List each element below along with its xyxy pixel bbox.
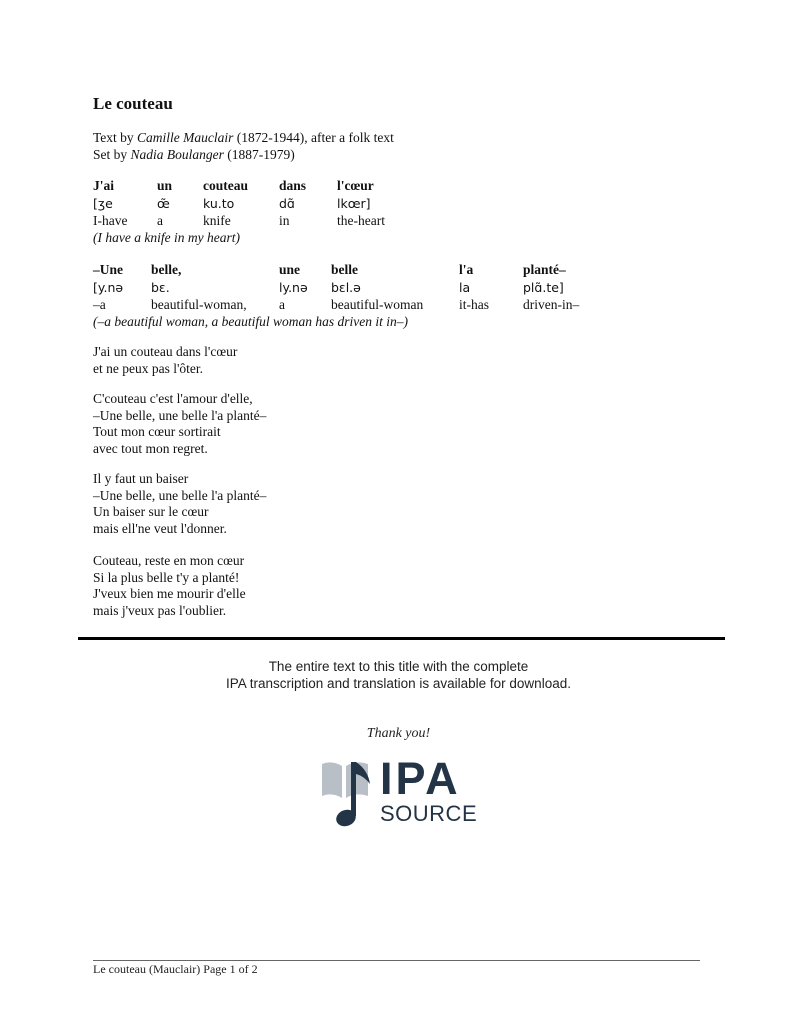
- word: couteau: [203, 178, 248, 193]
- line-2-gloss: [93, 296, 653, 313]
- word: un: [157, 178, 173, 193]
- text-credit-suffix: (1872-1944), after a folk text: [233, 130, 394, 145]
- text-credit: [93, 129, 394, 146]
- stanza-4: [93, 553, 246, 619]
- download-notice: [0, 658, 791, 692]
- word: planté–: [523, 262, 566, 277]
- thank-you-text: Thank you!: [366, 726, 431, 741]
- word: l'a: [459, 262, 474, 277]
- page-footer: Le couteau (Mauclair) Page 1 of 2: [93, 962, 258, 976]
- word: –Une: [93, 262, 123, 277]
- stanza-1: [93, 344, 237, 377]
- text-credit-prefix: Text by: [93, 130, 138, 145]
- verse-line: Tout mon cœur sortirait: [93, 424, 221, 439]
- ipa-word: ly.nə: [279, 280, 308, 295]
- verse-line: et ne peux pas l'ôter.: [93, 360, 204, 376]
- line-2-translation: (–a beautiful woman, a beautiful woman has driven it in–): [93, 314, 408, 329]
- gloss-word: in: [279, 213, 290, 228]
- line-2-words: [93, 261, 653, 278]
- line-1-gloss: [93, 212, 653, 229]
- set-credit: [93, 146, 295, 163]
- section-divider: [78, 637, 725, 640]
- download-notice-line-2: IPA transcription and translation is available for download.: [226, 676, 571, 691]
- line-1-translation: (I have a knife in my heart): [93, 230, 240, 245]
- ipa-word: [y.nə: [93, 280, 124, 295]
- ipa-word: œ̃: [157, 196, 170, 211]
- word: l'cœur: [337, 178, 374, 193]
- line-2-ipa: [93, 279, 653, 296]
- ipa-word: plɑ̃.te]: [523, 280, 564, 295]
- logo-wordmark: IPA: [380, 753, 461, 804]
- verse-line: Couteau, reste en mon cœur: [93, 553, 245, 568]
- stanza-2: [93, 391, 266, 457]
- word: une: [279, 262, 301, 277]
- gloss-word: driven-in–: [523, 297, 580, 312]
- poet-name: Camille Mauclair: [137, 130, 234, 145]
- ipa-word: la: [459, 280, 471, 295]
- verse-line: C'couteau c'est l'amour d'elle,: [93, 391, 253, 406]
- gloss-word: beautiful-woman: [331, 297, 424, 312]
- gloss-word: knife: [203, 213, 231, 228]
- set-credit-suffix: (1887-1979): [223, 147, 295, 162]
- line-1-ipa: [93, 195, 653, 212]
- verse-line: avec tout mon regret.: [93, 440, 208, 456]
- ipa-word: dɑ̃: [279, 196, 295, 211]
- line-1-words: [93, 177, 653, 194]
- word: dans: [279, 178, 307, 193]
- set-credit-prefix: Set by: [93, 147, 131, 162]
- ipa-source-logo: [320, 753, 480, 830]
- stanza-3: [93, 471, 266, 537]
- ipa-word: bɛl.ə: [331, 280, 361, 295]
- gloss-word: I-have: [93, 213, 128, 228]
- word: belle,: [151, 262, 182, 277]
- download-notice-line-1: The entire text to this title with the complete: [268, 659, 529, 674]
- gloss-word: it-has: [459, 297, 489, 312]
- ipa-word: lkœr]: [337, 196, 371, 211]
- ipa-word: [ʒe: [93, 196, 113, 211]
- gloss-word: the-heart: [337, 213, 385, 228]
- composer-name: Nadia Boulanger: [130, 147, 224, 162]
- book-page-left: [322, 762, 342, 798]
- verse-line: J'ai un couteau dans l'cœur: [93, 344, 238, 359]
- page-title: Le couteau: [93, 94, 173, 113]
- logo-subtitle: SOURCE: [380, 801, 478, 826]
- verse-line: mais j'veux pas l'oublier.: [93, 602, 227, 618]
- verse-line: –Une belle, une belle l'a planté–: [93, 487, 267, 503]
- gloss-word: a: [157, 213, 163, 228]
- verse-line: –Une belle, une belle l'a planté–: [93, 407, 267, 423]
- verse-line: Si la plus belle t'y a planté!: [93, 569, 240, 585]
- ipa-word: bɛ.: [151, 280, 170, 295]
- gloss-word: a: [279, 297, 285, 312]
- word: J'ai: [93, 178, 115, 193]
- ipa-word: ku.to: [203, 196, 235, 211]
- footer-divider: [93, 960, 700, 961]
- verse-line: mais ell'ne veut l'donner.: [93, 520, 227, 536]
- word: belle: [331, 262, 358, 277]
- book-music-note-icon: [320, 758, 376, 830]
- verse-line: J'veux bien me mourir d'elle: [93, 586, 246, 601]
- gloss-word: –a: [93, 297, 106, 312]
- verse-line: Un baiser sur le cœur: [93, 504, 209, 519]
- verse-line: Il y faut un baiser: [93, 471, 189, 486]
- gloss-word: beautiful-woman,: [151, 297, 247, 312]
